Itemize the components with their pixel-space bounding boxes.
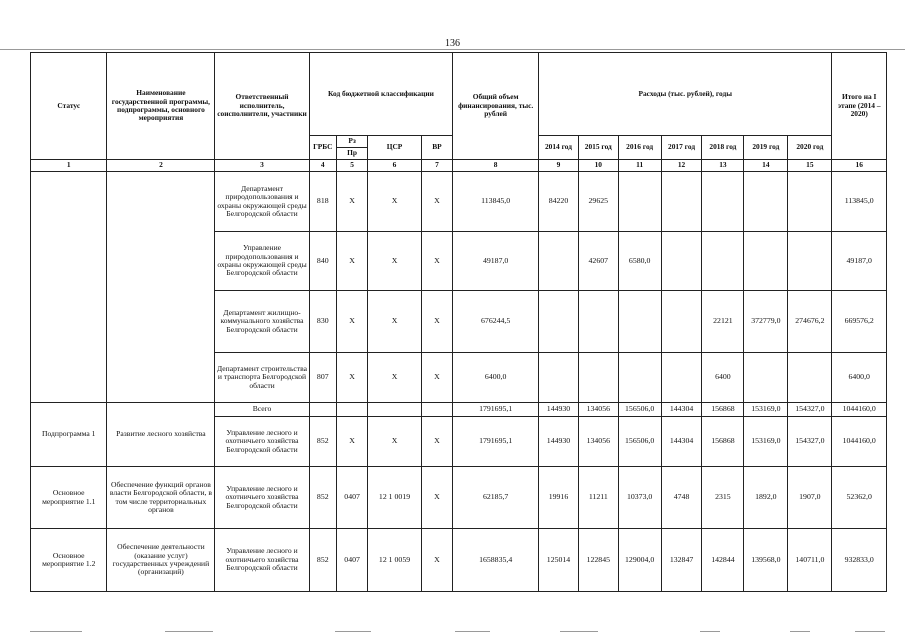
- vr-cell: X: [421, 232, 452, 291]
- column-number: 13: [702, 160, 744, 172]
- rzpr-cell: X: [336, 417, 367, 467]
- stage-total-cell: 52362,0: [832, 467, 887, 529]
- rzpr-cell: 0407: [336, 529, 367, 592]
- page-top-rule: [0, 49, 905, 50]
- header-year: 2019 год: [744, 136, 788, 160]
- csr-cell: 12 1 0019: [368, 467, 421, 529]
- year-cell: 6400: [702, 353, 744, 403]
- bottom-rule: [855, 631, 885, 632]
- executor-cell: Управление лесного и охотничьего хозяйства Белгородской области: [215, 417, 309, 467]
- page-bottom-rules: [0, 631, 905, 633]
- year-cell: 129004,0: [618, 529, 661, 592]
- header-name: Наименование государственной программы, подпрограммы, основного мероприятия: [107, 53, 215, 160]
- year-cell: 153169,0: [744, 403, 788, 417]
- total-cell: 113845,0: [453, 172, 539, 232]
- year-cell: 153169,0: [744, 417, 788, 467]
- column-number: 16: [832, 160, 887, 172]
- stage-total-cell: 932833,0: [832, 529, 887, 592]
- status-cell: Основное мероприятие 1.1: [31, 467, 107, 529]
- stage-total-cell: 669576,2: [832, 291, 887, 353]
- rzpr-cell: X: [336, 353, 367, 403]
- column-number: 12: [661, 160, 702, 172]
- bottom-rule: [165, 631, 213, 632]
- header-executor: Ответственный исполнитель, соисполнители, участники: [215, 53, 309, 160]
- executor-cell: Департамент строительства и транспорта Белгородской области: [215, 353, 309, 403]
- header-year: 2014 год: [539, 136, 579, 160]
- year-cell: 11211: [578, 467, 618, 529]
- year-cell: 154327,0: [788, 417, 832, 467]
- bottom-rule: [560, 631, 598, 632]
- name-cell: Обеспечение деятельности (оказание услуг) государственных учреждений (организаций): [107, 529, 215, 592]
- budget-table: [30, 52, 887, 592]
- header-year: 2020 год: [788, 136, 832, 160]
- header-vr: ВР: [421, 136, 452, 160]
- year-cell: [539, 353, 579, 403]
- header-csr: ЦСР: [368, 136, 421, 160]
- column-number: 2: [107, 160, 215, 172]
- csr-cell: 12 1 0059: [368, 529, 421, 592]
- executor-cell: Департамент природопользования и охраны окружающей среды Белгородской области: [215, 172, 309, 232]
- header-year: 2017 год: [661, 136, 702, 160]
- year-cell: 139568,0: [744, 529, 788, 592]
- bottom-rule: [790, 631, 810, 632]
- year-cell: 134056: [578, 403, 618, 417]
- year-cell: [618, 291, 661, 353]
- rzpr-cell: 0407: [336, 467, 367, 529]
- column-number: 4: [309, 160, 336, 172]
- year-cell: [702, 172, 744, 232]
- year-cell: 10373,0: [618, 467, 661, 529]
- grbs-cell: 852: [309, 417, 336, 467]
- rzpr-cell: [336, 403, 367, 417]
- vr-cell: X: [421, 467, 452, 529]
- year-cell: [788, 353, 832, 403]
- year-cell: 154327,0: [788, 403, 832, 417]
- year-cell: 144304: [661, 417, 702, 467]
- column-number: 3: [215, 160, 309, 172]
- column-number: 7: [421, 160, 452, 172]
- header-year: 2015 год: [578, 136, 618, 160]
- grbs-cell: 807: [309, 353, 336, 403]
- stage-total-cell: 1044160,0: [832, 417, 887, 467]
- year-cell: 42607: [578, 232, 618, 291]
- header-budget-code: Код бюджетной классификации: [309, 53, 453, 136]
- stage-total-cell: 49187,0: [832, 232, 887, 291]
- column-number: 15: [788, 160, 832, 172]
- year-cell: 156868: [702, 417, 744, 467]
- csr-cell: X: [368, 172, 421, 232]
- header-total-volume: Общий объем финансирования, тыс. рублей: [453, 53, 539, 160]
- column-number: 5: [336, 160, 367, 172]
- vr-cell: X: [421, 172, 452, 232]
- stage-total-cell: 113845,0: [832, 172, 887, 232]
- total-cell: 1791695,1: [453, 417, 539, 467]
- bottom-rule: [30, 631, 82, 632]
- year-cell: [661, 353, 702, 403]
- executor-cell: Департамент жилищно-коммунального хозяйства Белгородской области: [215, 291, 309, 353]
- stage-total-cell: 1044160,0: [832, 403, 887, 417]
- executor-cell: Всего: [215, 403, 309, 417]
- year-cell: [661, 291, 702, 353]
- executor-cell: Управление природопользования и охраны окружающей среды Белгородской области: [215, 232, 309, 291]
- year-cell: 22121: [702, 291, 744, 353]
- column-number: 10: [578, 160, 618, 172]
- status-cell: [31, 172, 107, 403]
- table-row: [31, 467, 887, 529]
- column-number: 1: [31, 160, 107, 172]
- year-cell: 6580,0: [618, 232, 661, 291]
- bottom-rule: [455, 631, 490, 632]
- year-cell: [744, 172, 788, 232]
- year-cell: [744, 353, 788, 403]
- executor-cell: Управление лесного и охотничьего хозяйства Белгородской области: [215, 529, 309, 592]
- year-cell: [661, 232, 702, 291]
- column-number: 14: [744, 160, 788, 172]
- grbs-cell: 852: [309, 467, 336, 529]
- header-year: 2018 год: [702, 136, 744, 160]
- csr-cell: X: [368, 232, 421, 291]
- vr-cell: X: [421, 529, 452, 592]
- rzpr-cell: X: [336, 172, 367, 232]
- grbs-cell: 840: [309, 232, 336, 291]
- year-cell: 372779,0: [744, 291, 788, 353]
- rzpr-cell: X: [336, 291, 367, 353]
- name-cell: [107, 172, 215, 403]
- vr-cell: X: [421, 291, 452, 353]
- header-pr: Пр: [336, 148, 367, 160]
- year-cell: [618, 172, 661, 232]
- total-cell: 6400,0: [453, 353, 539, 403]
- header-status: Статус: [31, 53, 107, 160]
- grbs-cell: 818: [309, 172, 336, 232]
- year-cell: 132847: [661, 529, 702, 592]
- column-number: 9: [539, 160, 579, 172]
- year-cell: 122845: [578, 529, 618, 592]
- year-cell: 134056: [578, 417, 618, 467]
- year-cell: 2315: [702, 467, 744, 529]
- csr-cell: X: [368, 417, 421, 467]
- table-row: [31, 172, 887, 232]
- total-cell: 1791695,1: [453, 403, 539, 417]
- year-cell: [539, 232, 579, 291]
- subprogram-name-cell: Развитие лесного хозяйства: [107, 403, 215, 467]
- year-cell: 142844: [702, 529, 744, 592]
- year-cell: [578, 353, 618, 403]
- rzpr-cell: X: [336, 232, 367, 291]
- year-cell: 144930: [539, 417, 579, 467]
- year-cell: 156506,0: [618, 417, 661, 467]
- year-cell: 125014: [539, 529, 579, 592]
- year-cell: 29625: [578, 172, 618, 232]
- year-cell: [539, 291, 579, 353]
- year-cell: 140711,0: [788, 529, 832, 592]
- header-year: 2016 год: [618, 136, 661, 160]
- header-stage-total: Итого на I этапе (2014 – 2020): [832, 53, 887, 160]
- year-cell: 156868: [702, 403, 744, 417]
- header-rz: Рз: [336, 136, 367, 148]
- executor-cell: Управление лесного и охотничьего хозяйства Белгородской области: [215, 467, 309, 529]
- total-cell: 1658835,4: [453, 529, 539, 592]
- csr-cell: X: [368, 291, 421, 353]
- year-cell: 156506,0: [618, 403, 661, 417]
- column-number: 8: [453, 160, 539, 172]
- csr-cell: X: [368, 353, 421, 403]
- year-cell: [788, 172, 832, 232]
- total-cell: 49187,0: [453, 232, 539, 291]
- header-grbs: ГРБС: [309, 136, 336, 160]
- year-cell: 144930: [539, 403, 579, 417]
- year-cell: 4748: [661, 467, 702, 529]
- table-row: [31, 529, 887, 592]
- year-cell: [788, 232, 832, 291]
- page-number: 136: [445, 38, 460, 49]
- csr-cell: [368, 403, 421, 417]
- stage-total-cell: 6400,0: [832, 353, 887, 403]
- year-cell: [578, 291, 618, 353]
- grbs-cell: [309, 403, 336, 417]
- year-cell: [702, 232, 744, 291]
- year-cell: 144304: [661, 403, 702, 417]
- name-cell: Обеспечение функций органов власти Белгородской области, в том числе территориальных органов: [107, 467, 215, 529]
- bottom-rule: [700, 631, 720, 632]
- vr-cell: [421, 403, 452, 417]
- bottom-rule: [335, 631, 371, 632]
- status-cell: Основное мероприятие 1.2: [31, 529, 107, 592]
- total-cell: 676244,5: [453, 291, 539, 353]
- year-cell: 274676,2: [788, 291, 832, 353]
- year-cell: 84220: [539, 172, 579, 232]
- year-cell: [661, 172, 702, 232]
- column-number: 11: [618, 160, 661, 172]
- table-row: [31, 403, 887, 417]
- year-cell: [618, 353, 661, 403]
- header-expenses: Расходы (тыс. рублей), годы: [539, 53, 832, 136]
- vr-cell: X: [421, 417, 452, 467]
- column-number: 6: [368, 160, 421, 172]
- year-cell: 19916: [539, 467, 579, 529]
- vr-cell: X: [421, 353, 452, 403]
- year-cell: 1907,0: [788, 467, 832, 529]
- grbs-cell: 852: [309, 529, 336, 592]
- grbs-cell: 830: [309, 291, 336, 353]
- year-cell: 1892,0: [744, 467, 788, 529]
- total-cell: 62185,7: [453, 467, 539, 529]
- year-cell: [744, 232, 788, 291]
- subprogram-status-cell: Подпрограмма 1: [31, 403, 107, 467]
